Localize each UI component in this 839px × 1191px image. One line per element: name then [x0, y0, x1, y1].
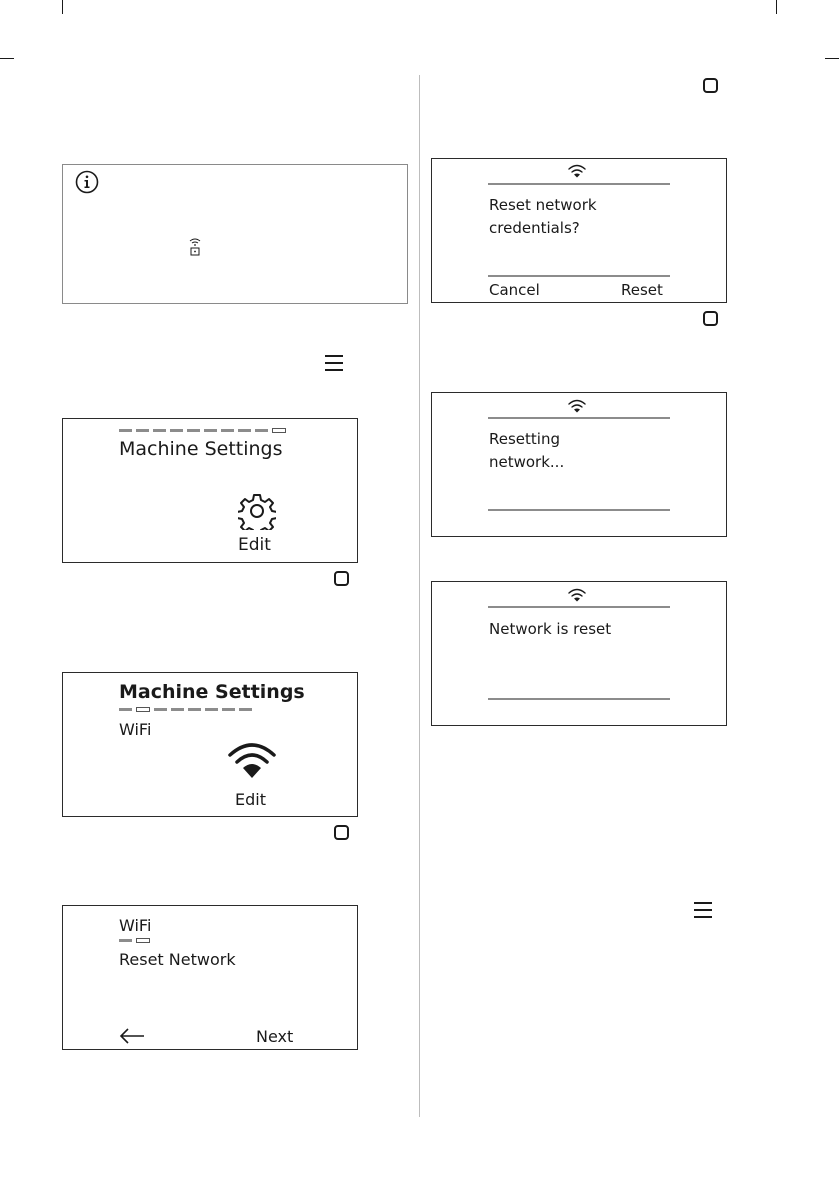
screen-machine-settings-gear — [62, 418, 358, 563]
message-line-1: Reset network — [489, 196, 597, 214]
message-line-2: credentials? — [489, 219, 580, 237]
menu-item-wifi: WiFi — [119, 720, 152, 739]
footer-rule — [488, 275, 670, 277]
back-arrow-icon — [119, 1028, 145, 1044]
footer-rule — [488, 698, 670, 700]
wifi-icon — [227, 741, 277, 779]
cancel-option: Cancel — [489, 281, 540, 299]
wifi-icon — [568, 399, 586, 413]
screen-title: Machine Settings — [119, 681, 305, 703]
wifi-device-icon — [188, 236, 202, 256]
square-button-icon — [334, 825, 349, 840]
message-line-1: Resetting — [489, 430, 560, 448]
menu-icon — [694, 902, 712, 918]
edit-label: Edit — [238, 535, 271, 555]
message: Network is reset — [489, 620, 612, 638]
wifi-icon — [568, 588, 586, 602]
screen-wifi-reset-network — [62, 905, 358, 1050]
screen-resetting-network — [431, 392, 727, 537]
crop-mark-top-right-v — [776, 0, 777, 14]
menu-item-reset-network: Reset Network — [119, 950, 236, 969]
next-label: Next — [256, 1027, 294, 1046]
crop-mark-top-left-v — [62, 0, 63, 14]
footer-rule — [488, 509, 670, 511]
header-rule — [488, 417, 670, 419]
header-rule — [488, 606, 670, 608]
edit-label: Edit — [235, 790, 266, 809]
crop-mark-top-right — [825, 58, 839, 59]
gear-icon — [238, 492, 276, 530]
screen-title: WiFi — [119, 916, 152, 935]
column-divider — [419, 75, 420, 1117]
screen-title: Machine Settings — [119, 438, 283, 460]
square-button-icon — [334, 571, 349, 586]
reset-option: Reset — [621, 281, 663, 299]
screen-machine-settings-wifi — [62, 672, 358, 817]
crop-mark-top-left — [0, 58, 14, 59]
message-line-2: network... — [489, 453, 565, 471]
info-icon — [75, 170, 99, 194]
header-rule — [488, 183, 670, 185]
screen-network-reset-done — [431, 581, 727, 726]
menu-icon — [325, 355, 343, 371]
screen-reset-confirm — [431, 158, 727, 303]
square-button-icon — [703, 311, 718, 326]
info-note-box — [62, 164, 408, 304]
wifi-icon — [568, 164, 586, 178]
square-button-icon — [703, 78, 718, 93]
